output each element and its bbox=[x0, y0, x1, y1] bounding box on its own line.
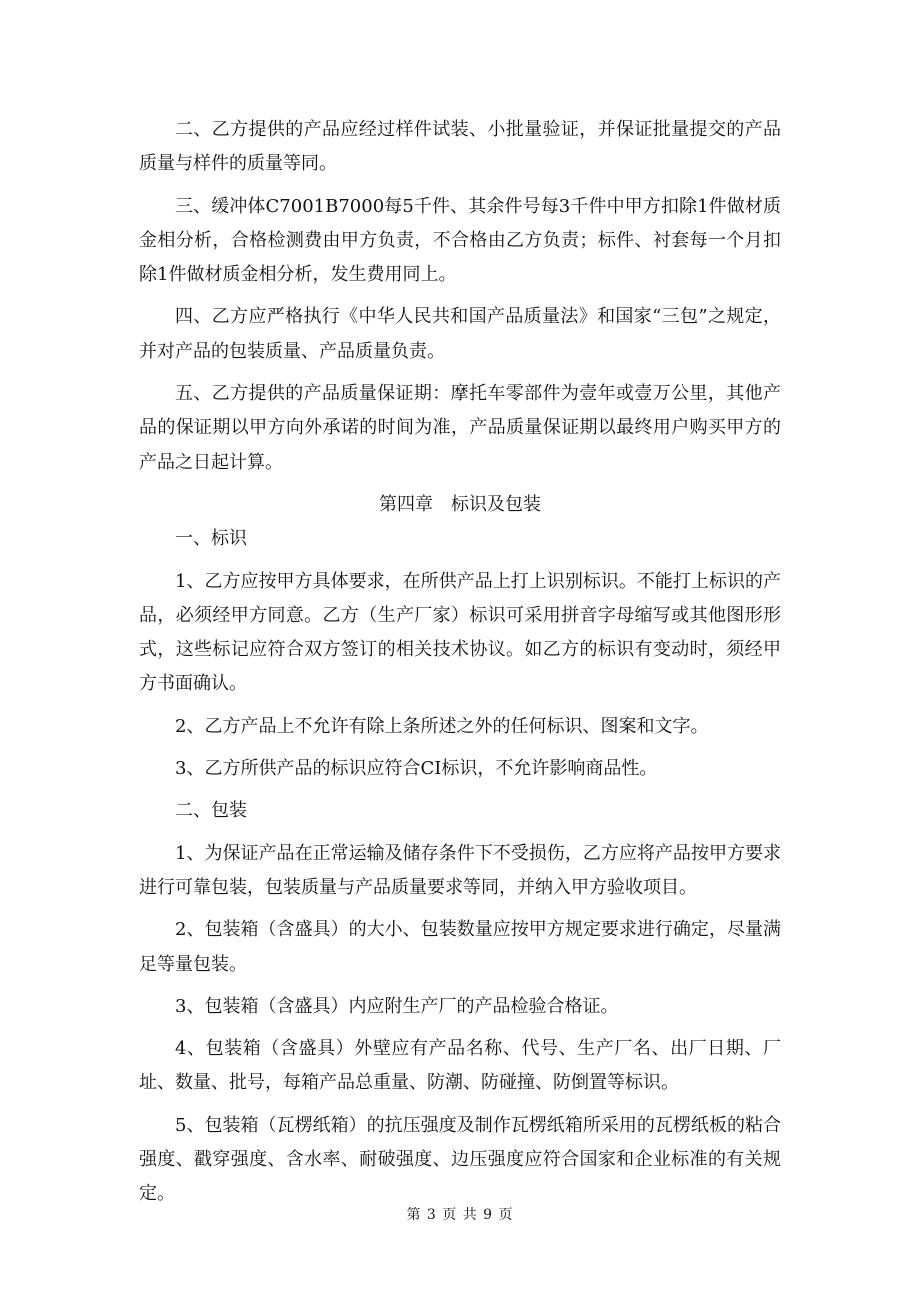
marking-heading: 一、标识 bbox=[175, 528, 247, 550]
packaging-item-4: 4、包装箱（含盛具）外壁应有产品名称、代号、生产厂名、出厂日期、厂址、数量、批号，每箱产品总重量、防潮、防碰撞、防倒置等标识。 bbox=[139, 1038, 781, 1094]
packaging-item-3: 3、包装箱（含盛具）内应附生产厂的产品检验合格证。 bbox=[175, 995, 619, 1017]
quality-clause-3: 三、缓冲体C7001B7000每5千件、其余件号每3千件中甲方扣除1件做材质金相分析，合格检测费由甲方负责，不合格由乙方负责；标件、衬套每一个月扣除1件做材质金相分析，发生费用同上。 bbox=[139, 195, 781, 286]
packaging-heading: 二、包装 bbox=[175, 800, 247, 822]
packaging-item-5: 5、包装箱（瓦楞纸箱）的抗压强度及制作瓦楞纸箱所采用的瓦楞纸板的粘合强度、戳穿强度、含水率、耐破强度、边压强度应符合国家和企业标准的有关规定。 bbox=[139, 1114, 781, 1205]
marking-item-2: 2、乙方产品上不允许有除上条所述之外的任何标识、图案和文字。 bbox=[175, 715, 709, 737]
marking-item-1: 1、乙方应按甲方具体要求，在所供产品上打上识别标识。不能打上标识的产品，必须经甲方同意。乙方（生产厂家）标识可采用拼音字母缩写或其他图形形式，这些标记应符合双方签订的相关技术协议。如乙方的标识有变动时，须经甲方书面确认。 bbox=[139, 570, 781, 695]
packaging-item-2: 2、包装箱（含盛具）的大小、包装数量应按甲方规定要求进行确定，尽量满足等量包装。 bbox=[139, 919, 781, 975]
quality-clause-5: 五、乙方提供的产品质量保证期：摩托车零部件为壹年或壹万公里，其他产品的保证期以甲方向外承诺的时间为准，产品质量保证期以最终用户购买甲方的产品之日起计算。 bbox=[139, 383, 781, 473]
chapter-title: 第四章 标识及包装 bbox=[379, 493, 541, 515]
document-body bbox=[139, 113, 781, 1212]
packaging-item-1: 1、为保证产品在正常运输及储存条件下不受损伤，乙方应将产品按甲方要求进行可靠包装，包装质量与产品质量要求等同，并纳入甲方验收项目。 bbox=[139, 842, 781, 898]
page-number-footer: 第 3 页 共 9 页 bbox=[406, 1207, 514, 1223]
marking-item-3: 3、乙方所供产品的标识应符合CI标识，不允许影响商品性。 bbox=[175, 758, 658, 780]
quality-clause-2: 二、乙方提供的产品应经过样件试装、小批量验证，并保证批量提交的产品质量与样件的质量等同。 bbox=[139, 119, 781, 175]
quality-clause-4: 四、乙方应严格执行《中华人民共和国产品质量法》和国家“三包”之规定，并对产品的包装质量、产品质量负责。 bbox=[139, 306, 781, 362]
